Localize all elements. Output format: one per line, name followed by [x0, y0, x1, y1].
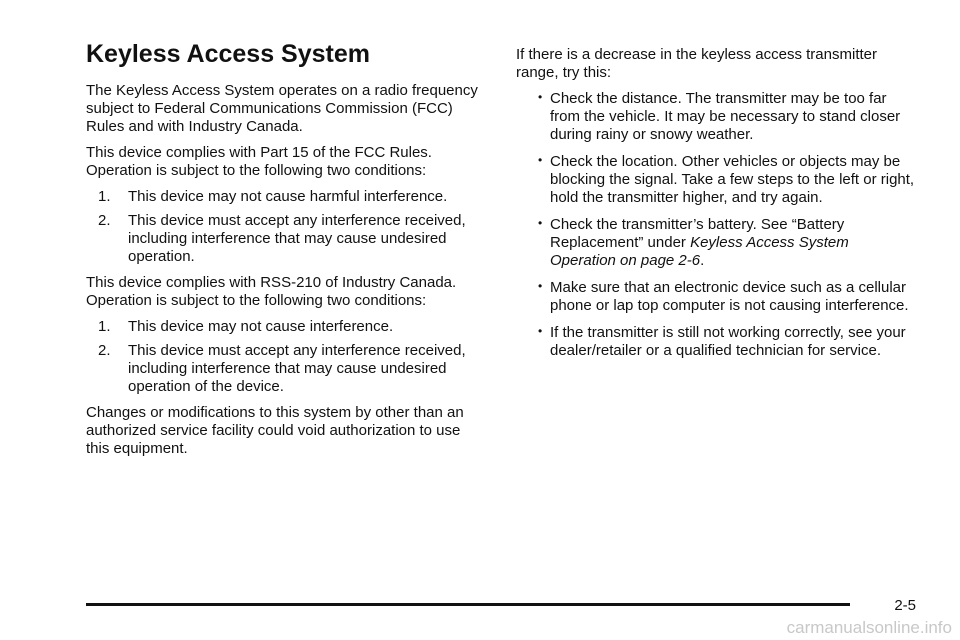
list-item: 1. This device may not cause interference. [98, 318, 394, 335]
closing-paragraph: Changes or modifications to this system by other than an authorized service facility could void authorization to use this equipment. [86, 404, 464, 457]
right-column [516, 46, 916, 369]
page-number: 2-5 [894, 597, 916, 614]
fcc-paragraph: This device complies with Part 15 of the FCC Rules. Operation is subject to the following two conditions: [86, 144, 432, 179]
list-item: • Check the transmitter’s battery. See “Battery Replacement” under Keyless Access System Operation on page 2-6. [538, 216, 849, 269]
left-column [86, 40, 486, 466]
watermark: carmanualsonline.info [786, 618, 952, 637]
list-item: • Make sure that an electronic device such as a cellular phone or lap top computer is not causing interference. [538, 279, 909, 314]
list-item: • If the transmitter is still not working correctly, see your dealer/retailer or a qualified technician for service. [538, 324, 906, 359]
tips-list [516, 90, 916, 360]
list-item: 2. This device must accept any interference received, including interference that may cause undesired operation. [98, 212, 466, 265]
list-item: • Check the distance. The transmitter may be too far from the vehicle. It may be necessary to stand closer during rainy or snowy weather. [538, 90, 901, 143]
fcc-conditions-list [86, 188, 486, 266]
list-item: • Check the location. Other vehicles or objects may be blocking the signal. Take a few steps to the left or right, hold the transmitter higher, and try again. [538, 153, 915, 206]
range-intro: If there is a decrease in the keyless access transmitter range, try this: [516, 46, 877, 81]
list-item: 2. This device must accept any interference received, including interference that may cause undesired operation of the device. [98, 342, 466, 395]
canada-paragraph: This device complies with RSS-210 of Industry Canada. Operation is subject to the following two conditions: [86, 274, 457, 309]
page-reference: Keyless Access System Operation on page 2-6 [550, 234, 849, 269]
bullet-icon: • [538, 279, 543, 293]
intro-paragraph: The Keyless Access System operates on a radio frequency subject to Federal Communications Commission (FCC) Rules and with Industry Canada. [86, 82, 478, 135]
page-title: Keyless Access System [86, 40, 370, 68]
bullet-icon: • [538, 153, 543, 167]
canada-conditions-list [86, 318, 486, 396]
bullet-icon: • [538, 324, 543, 338]
bullet-icon: • [538, 90, 543, 104]
bullet-icon: • [538, 216, 543, 230]
footer-rule [86, 603, 850, 606]
list-item: 1. This device may not cause harmful interference. [98, 188, 448, 205]
